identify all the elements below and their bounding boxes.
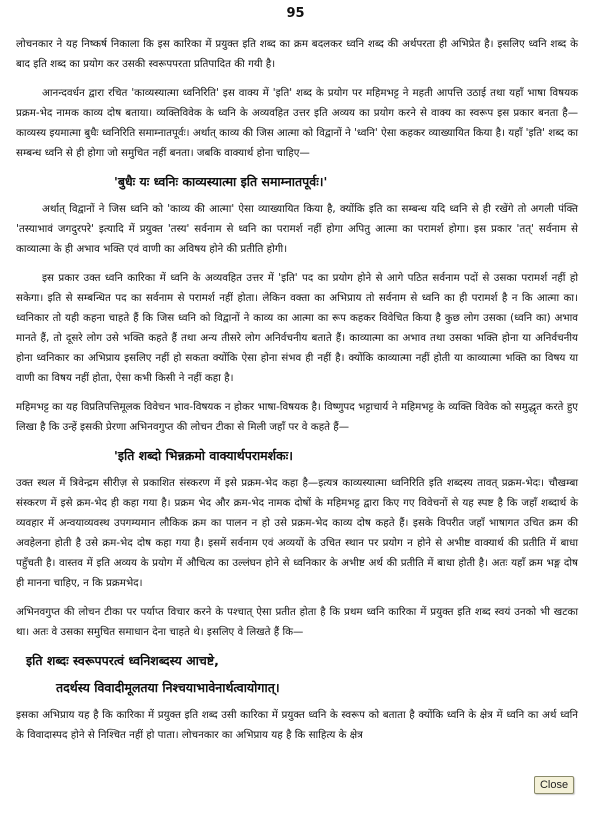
paragraph: इसका अभिप्राय यह है कि कारिका में प्रयुक्त इति शब्द उसी कारिका में प्रयुक्त ध्वनि के स्वरूप को बताता है क्योंकि ध्वनि के क्षेत्र में ध्वनि का अर्थ ध्वनि के विवादास्पद होने से निश्चित नहीं हो पाता। लोचनकार का अभिप्राय यह है कि साहित्य के क्षेत्र [16, 709, 578, 741]
page-number: 95 [286, 6, 305, 21]
sanskrit-quote: तदर्थस्य विवादीमूलतया निश्चयाभावेनार्थत्वायोगात्। [56, 680, 280, 695]
sanskrit-quote: 'इति शब्दो भिन्नक्रमो वाक्यार्थपरामर्शकः। [114, 448, 294, 463]
paragraph: आनन्दवर्धन द्वारा रचित 'काव्यस्यात्मा ध्वनिरिति' इस वाक्य में 'इति' शब्द के प्रयोग पर महिमभट्ट ने महती आपत्ति उठाई तथा यहाँ भाषा विषयक प्रक्रम-भेद नामक काव्य दोष बताया। व्यक्तिविवेक के ध्वनि के अव्यवहित उत्तर इति अव्यय का प्रयोग करने से वाक्य का स्वरूप इस प्रकार बनता है—काव्यस्य इयमात्मा बुधैः ध्वनिरिति समाम्नातपूर्वः। अर्थात् काव्य की जिस आत्मा को विद्वानों ने 'ध्वनि' ऐसा कहकर व्याख्यायित किया है। यहाँ 'इति' शब्द का सम्बन्ध ध्वनि से ही होगा जो समुचित नहीं बनता। जबकि वाक्यार्थ होना चाहिए— [16, 87, 578, 159]
paragraph: उक्त स्थल में त्रिवेन्द्रम सीरीज़ से प्रकाशित संस्करण में इसे प्रक्रम-भेद कहा है—इत्यत्र काव्यस्यात्मा ध्वनिरिति इति शब्दस्य तावत् प्रक्रम-भेदः। चौखम्बा संस्करण में इसे क्रम-भेद ही कहा गया है। प्रक्रम भेद और क्रम-भेद नामक दोषों के महिमभट्ट द्वारा किए गए विवेचनों से यह स्पष्ट है कि जहाँ शब्दार्थ के व्यवहार में अन्वयाव्यवस्थ उपगम्यमान लौकिक क्रम का पालन न हो उसे प्रक्रम-भेद काव्य दोष कहते हैं। इसके विपरीत जहाँ भाषागत उचित क्रम की अवहेलना होती है उसे क्रम-भेद दोष कहा गया है। इसमें सर्वनाम एवं अव्ययों के उचित स्थान पर प्रयोग न होने से अभीष्ट वाक्यार्थ की प्रतीति में बाधा पहुँचती है। वास्तव में इति अव्यय के प्रयोग में औचित्य का उल्लंघन होने से ध्वनिकार के अभीष्ट अर्थ की प्रतीति में बाधा होती है। अतः यहाँ क्रम भङ्ग दोष ही मानना चाहिए, न कि प्रक्रमभेद। [16, 477, 578, 589]
paragraph: इस प्रकार उक्त ध्वनि कारिका में ध्वनि के अव्यवहित उत्तर में 'इति' पद का प्रयोग होने से आगे पठित सर्वनाम पदों से उसका परामर्श नहीं हो सकेगा। इति से सम्बन्धित पद का सर्वनाम से परामर्श नहीं होता। लेकिन वक्ता का अभिप्राय तो सर्वनाम से ध्वनि का ही परामर्श है न कि आत्मा का। ध्वनिकार तो यही कहना चाहते हैं कि जिस ध्वनि को विद्वानों ने काव्य का आत्मा का रूप कहकर विवेचित किया है कुछ लोग उसका (ध्वनि का) अभाव मानते हैं, तो दूसरे लोग उसे भक्ति कहते हैं तथा अन्य तीसरे लोग अनिर्वचनीय बताते हैं। काव्यात्मा का अभाव तथा उसका भक्ति होना या अनिर्वचनीय होना ध्वनिकार का अभिप्राय इसलिए नहीं हो सकता क्योंकि ऐसा होना संभव ही नहीं है। क्योंकि काव्यात्मा नहीं होती या काव्यात्मा भक्ति का विषय या वाणी का विषय नहीं होता, ऐसा कभी किसी ने नहीं कहा है। [16, 272, 579, 384]
paragraph: अभिनवगुप्त की लोचन टीका पर पर्याप्त विचार करने के पश्चात् ऐसा प्रतीत होता है कि प्रथम ध्वनि कारिका में प्रयुक्त इति शब्द स्वयं उनको भी खटका था। अतः वे उसका समुचित समाधान देना चाहते थे। इसलिए वे लिखते हैं कि— [16, 606, 578, 638]
sanskrit-quote: इति शब्दः स्वरूपपरत्वं ध्वनिशब्दस्य आचष्टे, [26, 653, 219, 668]
paragraph: अर्थात् विद्वानों ने जिस ध्वनि को 'काव्य की आत्मा' ऐसा व्याख्यायित किया है, क्योंकि इति का सम्बन्ध यदि ध्वनि से ही रखेंगे तो अगली पंक्ति 'तस्याभावं जगदुरपरे' इत्यादि में प्रयुक्त 'तस्य' सर्वनाम से ध्वनि का परामर्श नहीं होगा अपितु आत्मा का परामर्श होगा। इस प्रकार 'तत्' सर्वनाम से काव्यात्मा के ही अभाव भक्ति एवं वाणी का अविषय होने की प्रतीति होगी। [16, 203, 578, 255]
sanskrit-quote: 'बुधैः यः ध्वनिः काव्यस्यात्मा इति समाम्नातपूर्वः।' [114, 174, 328, 189]
paragraph: लोचनकार ने यह निष्कर्ष निकाला कि इस कारिका में प्रयुक्त इति शब्द का क्रम बदलकर ध्वनि शब्द की अर्थपरता ही अभिप्रेत है। इसलिए ध्वनि शब्द के बाद इति शब्द का प्रयोग कर उसकी स्वरूपपरता प्रतिपादित की गयी है। [16, 38, 578, 70]
close-button[interactable]: Close [534, 776, 574, 794]
page-body [16, 34, 578, 754]
paragraph: महिमभट्ट का यह विप्रतिपत्तिमूलक विवेचन भाव-विषयक न होकर भाषा-विषयक है। विष्णुपद भट्टाचार्य ने महिमभट्ट के व्यक्ति विवेक को समुद्धृत करते हुए लिखा है कि उन्हें इसकी प्रेरणा अभिनवगुप्त की लोचन टीका से मिली जहाँ पर वे कहते हैं— [16, 401, 578, 433]
